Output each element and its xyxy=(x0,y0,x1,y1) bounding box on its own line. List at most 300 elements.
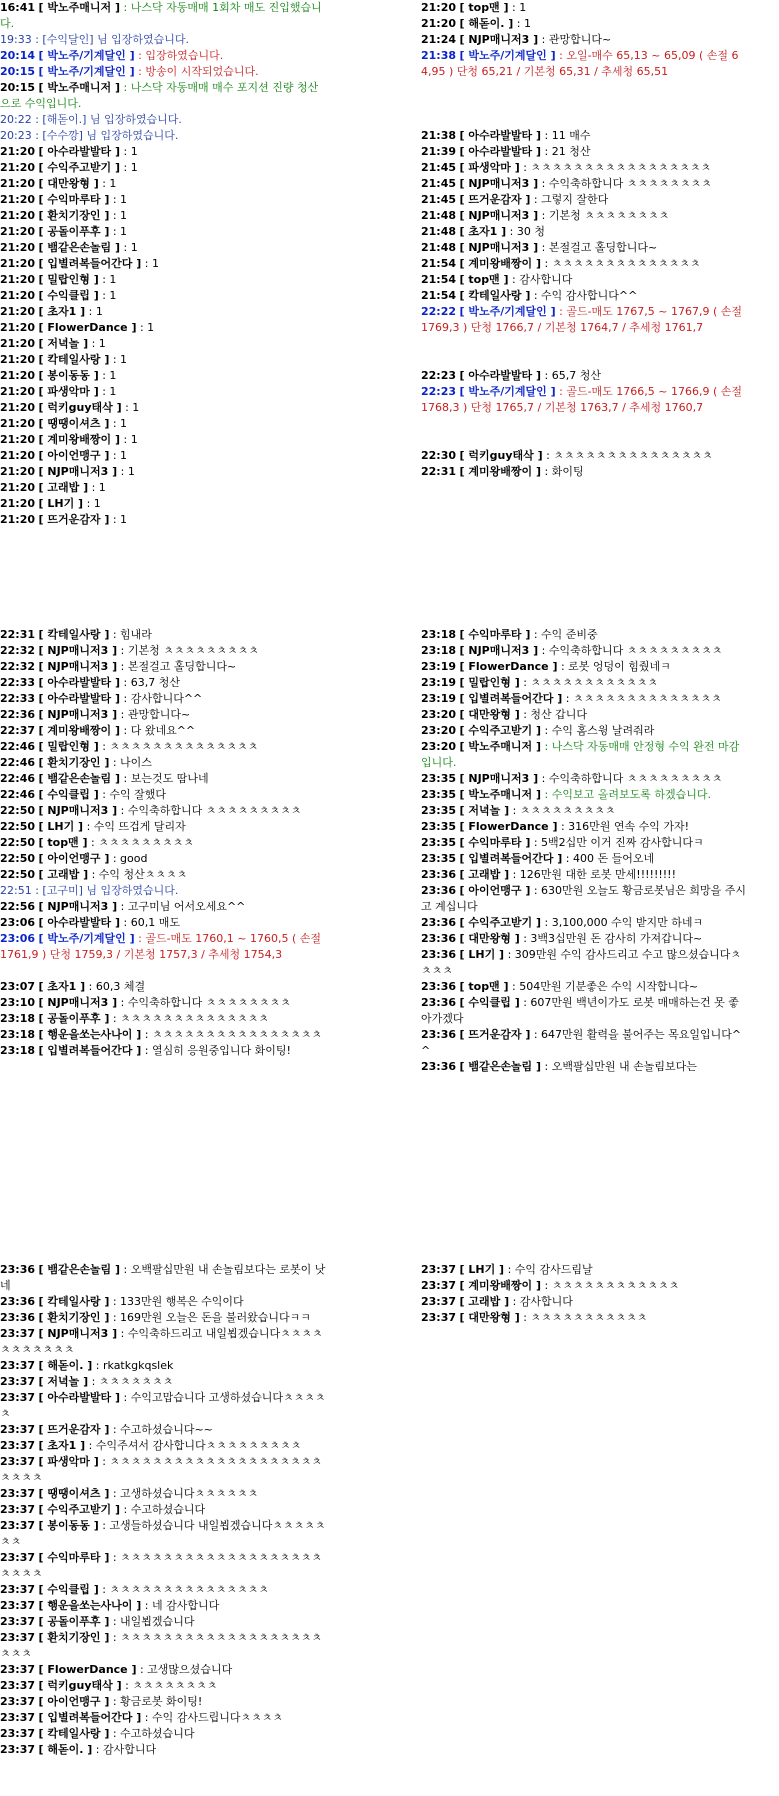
message-nickname[interactable]: [ 파생악마 ] xyxy=(38,385,99,398)
message-timestamp: 23:37 xyxy=(0,1391,36,1404)
message-nickname[interactable]: [ 입별려복들어간다 ] xyxy=(38,257,142,270)
message-nickname[interactable]: [ 박노주매니저 ] xyxy=(38,81,120,94)
message-timestamp: 23:06 xyxy=(0,916,36,929)
message-timestamp: 22:50 xyxy=(0,820,36,833)
message-nickname[interactable]: [ 공돌이푸후 ] xyxy=(38,225,110,238)
message-timestamp: 21:24 xyxy=(421,33,457,46)
message-nickname[interactable]: [ 뜨거운감자 ] xyxy=(459,193,531,206)
message-nickname[interactable]: [ 아수라발발타 ] xyxy=(459,369,541,382)
chat-message xyxy=(0,176,326,192)
chat-message xyxy=(421,192,747,208)
message-nickname[interactable]: [ FlowerDance ] xyxy=(38,1663,137,1676)
chat-message xyxy=(0,739,326,755)
chat-message xyxy=(421,1262,747,1278)
message-nickname[interactable]: [ 박노주/기계달인 ] xyxy=(38,932,135,945)
message-timestamp: 22:23 xyxy=(421,385,457,398)
message-timestamp: 23:36 xyxy=(0,1263,36,1276)
chat-message xyxy=(0,1582,326,1598)
chat-message xyxy=(421,691,747,707)
message-nickname[interactable]: [ 아수라발발타 ] xyxy=(38,916,120,929)
message-nickname[interactable]: [ 대만왕형 ] xyxy=(459,932,520,945)
message-text: : 1 xyxy=(109,193,128,206)
message-text: : 내일뵙겠습니다 xyxy=(109,1615,195,1628)
message-nickname[interactable]: [ 뱀같은손놀림 ] xyxy=(38,772,120,785)
message-nickname[interactable]: [ 초자1 ] xyxy=(38,305,86,318)
message-nickname[interactable]: [ 계미왕배짱이 ] xyxy=(38,724,120,737)
chat-message xyxy=(0,771,326,787)
chat-message xyxy=(421,1294,747,1310)
message-nickname[interactable]: [ 아수라발발타 ] xyxy=(38,1391,120,1404)
chat-message xyxy=(0,352,326,368)
message-nickname[interactable]: [ 해돋이. ] xyxy=(38,1359,93,1372)
message-nickname[interactable]: [ 아이언맹구 ] xyxy=(38,1695,110,1708)
message-nickname[interactable]: [ 수익마루타 ] xyxy=(459,628,531,641)
chat-message xyxy=(421,1278,747,1294)
message-text: : 관망합니다~ xyxy=(117,708,191,721)
message-timestamp: 21:20 xyxy=(0,321,36,334)
message-nickname[interactable]: [ 저녁놀 ] xyxy=(459,804,510,817)
message-timestamp: 22:46 xyxy=(0,788,36,801)
message-timestamp: 23:06 xyxy=(0,932,36,945)
message-nickname[interactable]: [ LH기 ] xyxy=(459,1263,505,1276)
chat-message xyxy=(0,256,326,272)
message-nickname[interactable]: [ 박노주/기계달인 ] xyxy=(38,65,135,78)
message-nickname[interactable]: [ 수익주고받기 ] xyxy=(459,916,541,929)
chat-message xyxy=(0,1310,326,1326)
message-timestamp: 21:54 xyxy=(421,257,457,270)
message-nickname[interactable]: [ 박노주매니저 ] xyxy=(459,740,541,753)
message-nickname[interactable]: [ 밀랍인형 ] xyxy=(38,740,99,753)
chat-message xyxy=(421,208,747,224)
message-text: : 나스닥 자동매매 안정형 수익 완전 마감입니다. xyxy=(421,740,740,769)
chat-message xyxy=(421,707,747,723)
chat-message xyxy=(421,851,747,867)
message-nickname[interactable]: [ 럭키guy태삭 ] xyxy=(459,449,543,462)
message-nickname[interactable]: [ 저녁놀 ] xyxy=(38,337,89,350)
chat-message xyxy=(0,128,326,144)
message-timestamp: 21:20 xyxy=(0,145,36,158)
spacer xyxy=(421,336,747,352)
message-timestamp: 21:20 xyxy=(0,369,36,382)
message-timestamp: 23:37 xyxy=(421,1311,457,1324)
chat-log-panel-1 xyxy=(0,0,326,528)
message-text: : 방송이 시작되었습니다. xyxy=(134,65,259,78)
message-timestamp: 22:37 xyxy=(0,724,36,737)
message-nickname[interactable]: [ 뜨거운감자 ] xyxy=(459,1028,531,1041)
message-text: : 1 xyxy=(141,257,159,270)
chat-message xyxy=(421,0,747,16)
message-text: : 그렇지 잘한다 xyxy=(530,193,609,206)
message-nickname[interactable]: [ 초자1 ] xyxy=(38,1439,86,1452)
message-timestamp: 23:36 xyxy=(421,868,457,881)
chat-message xyxy=(421,819,747,835)
message-timestamp: 23:37 xyxy=(421,1295,457,1308)
message-nickname[interactable]: [ 럭키guy태삭 ] xyxy=(38,1679,122,1692)
chat-message xyxy=(0,995,326,1011)
message-nickname[interactable]: [ 계미왕배짱이 ] xyxy=(459,1279,541,1292)
message-timestamp: 23:37 xyxy=(0,1631,36,1644)
message-nickname[interactable]: [ 수익주고받기 ] xyxy=(459,724,541,737)
chat-message xyxy=(0,208,326,224)
chat-message xyxy=(0,1630,326,1662)
chat-message xyxy=(0,320,326,336)
message-nickname[interactable]: [ 입별려복들어간다 ] xyxy=(38,1711,142,1724)
message-nickname[interactable]: [ 뱀같은손놀림 ] xyxy=(38,241,120,254)
message-nickname[interactable]: [ NJP매니저3 ] xyxy=(38,660,118,673)
message-text: : 1 xyxy=(98,177,117,190)
message-nickname[interactable]: [ 파생악마 ] xyxy=(459,161,520,174)
message-nickname[interactable]: [ 수익클립 ] xyxy=(38,289,99,302)
message-timestamp: 22:46 xyxy=(0,772,36,785)
message-timestamp: 21:20 xyxy=(0,225,36,238)
message-nickname[interactable]: [ 땡땡이셔츠 ] xyxy=(38,417,110,430)
message-text: : 수고하셨습니다 xyxy=(120,1503,206,1516)
message-timestamp: 22:22 xyxy=(421,305,457,318)
message-text: : 고생하셨습니다ㅊㅊㅊㅊㅊㅊ xyxy=(109,1487,259,1500)
message-timestamp: 21:20 xyxy=(0,209,36,222)
chat-message xyxy=(0,368,326,384)
message-nickname[interactable]: [ 럭키guy태삭 ] xyxy=(38,401,122,414)
message-text: : 60,3 체결 xyxy=(85,980,146,993)
message-nickname[interactable]: [ 수익클립 ] xyxy=(459,996,520,1009)
message-timestamp: 23:18 xyxy=(0,1028,36,1041)
message-timestamp: 21:20 xyxy=(0,241,36,254)
message-nickname[interactable]: [ 밀랍인형 ] xyxy=(38,273,99,286)
chat-message xyxy=(0,819,326,835)
message-nickname[interactable]: [ 고래밥 ] xyxy=(38,868,89,881)
message-nickname[interactable]: [ 초자1 ] xyxy=(459,225,507,238)
message-nickname[interactable]: [ top맨 ] xyxy=(459,1,509,14)
message-text: : 수익축하합니다 ㅊㅊㅊㅊㅊㅊㅊㅊㅊ xyxy=(538,644,723,657)
message-text: : 수익축하드리고 내일뵙겠습니다ㅊㅊㅊㅊㅊㅊㅊㅊㅊㅊㅊ xyxy=(0,1327,323,1356)
chat-message xyxy=(0,1358,326,1374)
message-text: : 1 xyxy=(120,161,138,174)
message-timestamp: 23:37 xyxy=(0,1583,36,1596)
message-nickname[interactable]: [ NJP매니저3 ] xyxy=(38,996,118,1009)
message-timestamp: 23:37 xyxy=(0,1615,36,1628)
message-timestamp: 23:37 xyxy=(0,1439,36,1452)
chat-message xyxy=(0,288,326,304)
message-nickname[interactable]: [ 초자1 ] xyxy=(38,980,86,993)
chat-log-panel-3 xyxy=(0,627,326,1059)
message-nickname[interactable]: [ NJP매니저3 ] xyxy=(459,33,539,46)
message-text: : 1 xyxy=(117,465,135,478)
message-nickname[interactable]: [ 수익클립 ] xyxy=(38,1583,99,1596)
message-nickname[interactable]: [ 밀랍인형 ] xyxy=(459,676,520,689)
message-text: : 1 xyxy=(109,225,128,238)
message-text: : 수익 뜨겁게 달리자 xyxy=(83,820,186,833)
message-nickname[interactable]: [ 아이언맹구 ] xyxy=(38,449,110,462)
message-nickname[interactable]: [ 파생악마 ] xyxy=(38,1455,99,1468)
message-timestamp: 21:20 xyxy=(0,385,36,398)
message-nickname[interactable]: [ 입별려복들어간다 ] xyxy=(38,1044,142,1057)
message-nickname[interactable]: [ NJP매니저3 ] xyxy=(459,209,539,222)
message-timestamp: 23:37 xyxy=(0,1727,36,1740)
message-timestamp: 20:15 xyxy=(0,65,36,78)
message-timestamp: 23:35 xyxy=(421,788,457,801)
chat-message xyxy=(421,883,747,915)
message-nickname[interactable]: [ 아수라발발타 ] xyxy=(459,145,541,158)
message-nickname[interactable]: [ 봉이동동 ] xyxy=(38,369,99,382)
message-timestamp: 23:37 xyxy=(0,1743,36,1756)
chat-message xyxy=(0,1518,326,1550)
message-nickname[interactable]: [ 해돋이. ] xyxy=(38,1743,93,1756)
chat-message xyxy=(421,723,747,739)
message-nickname[interactable]: [ 박노주매니저 ] xyxy=(38,1,120,14)
message-timestamp: 23:37 xyxy=(0,1423,36,1436)
message-nickname[interactable]: [ NJP매니저3 ] xyxy=(459,177,539,190)
message-text: : 로봇 엉덩이 힘줬네ㅋ xyxy=(557,660,671,673)
message-nickname[interactable]: [ NJP매니저3 ] xyxy=(38,804,118,817)
message-nickname[interactable]: [ 박노주/기계달인 ] xyxy=(38,49,135,62)
message-timestamp: 23:18 xyxy=(421,628,457,641)
chat-message xyxy=(421,931,747,947)
message-nickname[interactable]: [ NJP매니저3 ] xyxy=(38,708,118,721)
message-nickname[interactable]: [ 뱀같은손놀림 ] xyxy=(459,1060,541,1073)
chat-message xyxy=(421,384,747,416)
message-nickname[interactable]: [ 칵테일사랑 ] xyxy=(38,628,110,641)
message-text: : [해돋이.] 님 입장하였습니다. xyxy=(31,113,182,126)
message-nickname[interactable]: [ NJP매니저3 ] xyxy=(38,644,118,657)
chat-message xyxy=(0,336,326,352)
message-nickname[interactable]: [ 공돌이푸후 ] xyxy=(38,1012,110,1025)
message-nickname[interactable]: [ 수익주고받기 ] xyxy=(38,161,120,174)
chat-message xyxy=(0,272,326,288)
message-nickname[interactable]: [ NJP매니저3 ] xyxy=(38,1327,118,1340)
message-nickname[interactable]: [ 아수라발발타 ] xyxy=(38,692,120,705)
message-text: : 수익 홈스윙 날려줘라 xyxy=(541,724,655,737)
chat-message xyxy=(0,835,326,851)
chat-message xyxy=(0,1374,326,1390)
message-timestamp: 21:20 xyxy=(0,497,36,510)
message-nickname[interactable]: [ 입별려복들어간다 ] xyxy=(459,692,563,705)
message-timestamp: 16:41 xyxy=(0,1,36,14)
message-nickname[interactable]: [ 행운을쏘는사나이 ] xyxy=(38,1599,142,1612)
chat-message xyxy=(0,304,326,320)
message-timestamp: 22:31 xyxy=(421,465,457,478)
message-timestamp: 21:20 xyxy=(0,481,36,494)
message-nickname[interactable]: [ 고래밥 ] xyxy=(459,1295,510,1308)
message-nickname[interactable]: [ 대만왕형 ] xyxy=(38,177,99,190)
message-timestamp: 23:37 xyxy=(0,1519,36,1532)
message-nickname[interactable]: [ 수익마루타 ] xyxy=(38,1551,110,1564)
message-timestamp: 21:20 xyxy=(421,1,457,14)
message-text: : 오백팔십만원 내 손놀림보다는 로봇이 낫네 xyxy=(0,1263,326,1292)
message-nickname[interactable]: [ 아수라발발타 ] xyxy=(38,676,120,689)
message-text: : 1 xyxy=(513,17,531,30)
message-text: : ㅊㅊㅊㅊㅊㅊㅊㅊㅊㅊㅊㅊㅊㅊㅊㅊㅊ xyxy=(519,161,712,174)
message-timestamp: 22:31 xyxy=(0,628,36,641)
message-nickname[interactable]: [ 박노주/기계달인 ] xyxy=(459,49,556,62)
message-nickname[interactable]: [ 환치기장인 ] xyxy=(38,756,110,769)
message-nickname[interactable]: [ 칵테일사랑 ] xyxy=(38,1295,110,1308)
message-nickname[interactable]: [ 대만왕형 ] xyxy=(459,708,520,721)
message-nickname[interactable]: [ 땡땡이셔츠 ] xyxy=(38,1487,110,1500)
chat-message xyxy=(0,432,326,448)
message-nickname[interactable]: [ 환치기장인 ] xyxy=(38,1311,110,1324)
message-text: : 1 xyxy=(136,321,155,334)
chat-message xyxy=(421,304,747,336)
spacer xyxy=(421,80,747,96)
message-timestamp: 23:36 xyxy=(421,884,457,897)
message-text: : ㅊㅊㅊㅊㅊㅊㅊㅊㅊㅊㅊ xyxy=(519,1311,648,1324)
message-nickname[interactable]: [ 뱀같은손놀림 ] xyxy=(38,1263,120,1276)
message-nickname[interactable]: [ 아이언맹구 ] xyxy=(38,852,110,865)
chat-message xyxy=(421,176,747,192)
chat-message xyxy=(0,496,326,512)
chat-message xyxy=(0,416,326,432)
chat-message xyxy=(0,915,326,931)
message-text: : ㅊㅊㅊㅊㅊㅊㅊㅊㅊㅊㅊㅊㅊㅊ xyxy=(109,1012,269,1025)
chat-message xyxy=(421,947,747,979)
message-nickname[interactable]: [ FlowerDance ] xyxy=(459,660,558,673)
message-nickname[interactable]: [ 박노주매니저 ] xyxy=(459,788,541,801)
chat-message xyxy=(0,144,326,160)
message-nickname[interactable]: [ 봉이동동 ] xyxy=(38,1519,99,1532)
chat-message xyxy=(421,627,747,643)
message-text: : 126만원 대한 로봇 만세!!!!!!!!! xyxy=(509,868,676,881)
chat-message xyxy=(0,112,326,128)
message-nickname[interactable]: [ 계미왕배짱이 ] xyxy=(38,433,120,446)
spacer xyxy=(421,432,747,448)
message-timestamp: 23:18 xyxy=(0,1012,36,1025)
message-text: : ㅊㅊㅊㅊㅊㅊㅊㅊㅊㅊㅊㅊㅊㅊ xyxy=(98,740,259,753)
message-nickname[interactable]: [ 계미왕배짱이 ] xyxy=(459,465,541,478)
message-timestamp: 23:36 xyxy=(421,980,457,993)
message-nickname[interactable]: [ 고래밥 ] xyxy=(459,868,510,881)
chat-message xyxy=(421,368,747,384)
chat-message xyxy=(0,851,326,867)
message-nickname[interactable]: [ 뜨거운감자 ] xyxy=(38,1423,110,1436)
message-nickname[interactable]: [ 아이언맹구 ] xyxy=(459,884,531,897)
message-nickname[interactable]: [ 수익마루타 ] xyxy=(459,836,531,849)
message-text: : 수고하셨습니다 xyxy=(109,1727,195,1740)
message-text: : 고생많으셨습니다 xyxy=(136,1663,233,1676)
chat-message xyxy=(0,1486,326,1502)
message-nickname[interactable]: [ 수익마루타 ] xyxy=(38,193,110,206)
message-nickname[interactable]: [ 고래밥 ] xyxy=(38,481,89,494)
chat-message xyxy=(0,1742,326,1758)
message-nickname[interactable]: [ 수익주고받기 ] xyxy=(38,1503,120,1516)
message-timestamp: 22:23 xyxy=(421,369,457,382)
message-nickname[interactable]: [ 해돋이. ] xyxy=(459,17,514,30)
message-nickname[interactable]: [ 환치기장인 ] xyxy=(38,209,110,222)
message-timestamp: 21:39 xyxy=(421,145,457,158)
message-nickname[interactable]: [ top맨 ] xyxy=(459,980,509,993)
chat-message xyxy=(0,1726,326,1742)
message-timestamp: 21:38 xyxy=(421,49,457,62)
message-text: : 고생들하셨습니다 내일뵙겠습니다ㅊㅊㅊㅊㅊㅊㅊ xyxy=(0,1519,326,1548)
message-text: : 힘내라 xyxy=(109,628,152,641)
chat-message xyxy=(0,1598,326,1614)
message-nickname[interactable]: [ 수익클립 ] xyxy=(38,788,99,801)
message-nickname[interactable]: [ 칵테일사랑 ] xyxy=(38,1727,110,1740)
message-nickname[interactable]: [ 환치기장인 ] xyxy=(38,1631,110,1644)
chat-message xyxy=(0,1027,326,1043)
chat-message xyxy=(0,1678,326,1694)
message-timestamp: 21:45 xyxy=(421,177,457,190)
message-timestamp: 21:20 xyxy=(0,401,36,414)
chat-message xyxy=(0,160,326,176)
message-nickname[interactable]: [ 뜨거운감자 ] xyxy=(38,513,110,526)
message-nickname[interactable]: [ NJP매니저3 ] xyxy=(459,241,539,254)
message-nickname[interactable]: [ NJP매니저3 ] xyxy=(38,900,118,913)
message-timestamp: 23:37 xyxy=(0,1455,36,1468)
message-nickname[interactable]: [ FlowerDance ] xyxy=(459,820,558,833)
message-timestamp: 22:30 xyxy=(421,449,457,462)
message-nickname[interactable]: [ LH기 ] xyxy=(38,820,84,833)
message-text: : 골드-매도 1760,1 ~ 1760,5 ( 손절 1761,9 ) 단청 1759,3 / 기본청 1757,3 / 추세청 1754,3 xyxy=(0,932,322,961)
chat-message xyxy=(421,675,747,691)
message-text: : 607만원 백년이가도 로봇 매매하는건 못 좋아가겠다 xyxy=(421,996,739,1025)
message-nickname[interactable]: [ 행운을쏘는사나이 ] xyxy=(38,1028,142,1041)
message-text: : ㅊㅊㅊㅊㅊㅊㅊㅊㅊㅊㅊㅊㅊㅊㅊㅊㅊㅊㅊㅊㅊㅊㅊㅊ xyxy=(0,1455,322,1484)
message-nickname[interactable]: [ LH기 ] xyxy=(459,948,505,961)
message-nickname[interactable]: [ top맨 ] xyxy=(459,273,509,286)
message-nickname[interactable]: [ NJP매니저3 ] xyxy=(38,465,118,478)
chat-message xyxy=(421,787,747,803)
message-nickname[interactable]: [ 박노주/기계달인 ] xyxy=(459,385,556,398)
chat-message xyxy=(0,1614,326,1630)
chat-message xyxy=(0,512,326,528)
chat-message xyxy=(421,272,747,288)
message-nickname[interactable]: [ 아수라발발타 ] xyxy=(459,129,541,142)
message-nickname[interactable]: [ 공돌이푸후 ] xyxy=(38,1615,110,1628)
message-timestamp: 23:37 xyxy=(421,1263,457,1276)
message-nickname[interactable]: [ FlowerDance ] xyxy=(38,321,137,334)
message-text: : 수익축하합니다 ㅊㅊㅊㅊㅊㅊㅊㅊㅊ xyxy=(538,772,723,785)
message-text: : 30 청 xyxy=(506,225,545,238)
message-text: : 1 xyxy=(109,449,128,462)
message-timestamp: 21:20 xyxy=(0,177,36,190)
message-timestamp: 23:19 xyxy=(421,660,457,673)
message-nickname[interactable]: [ NJP매니저3 ] xyxy=(459,644,539,657)
message-nickname[interactable]: [ 아수라발발타 ] xyxy=(38,145,120,158)
message-nickname[interactable]: [ 칵테일사랑 ] xyxy=(38,353,110,366)
message-text: : 네 감사합니다 xyxy=(141,1599,220,1612)
message-nickname[interactable]: [ 계미왕배짱이 ] xyxy=(459,257,541,270)
message-timestamp: 23:37 xyxy=(0,1359,36,1372)
chat-message xyxy=(421,1059,747,1075)
message-text: : 감사합니다 xyxy=(92,1743,157,1756)
message-timestamp: 21:48 xyxy=(421,209,457,222)
message-nickname[interactable]: [ NJP매니저3 ] xyxy=(459,772,539,785)
message-nickname[interactable]: [ 입별려복들어간다 ] xyxy=(459,852,563,865)
chat-message xyxy=(0,464,326,480)
message-timestamp: 23:37 xyxy=(0,1663,36,1676)
message-nickname[interactable]: [ 칵테일사랑 ] xyxy=(459,289,531,302)
message-nickname[interactable]: [ 저녁놀 ] xyxy=(38,1375,89,1388)
message-text: : 수익 감사드림날 xyxy=(504,1263,593,1276)
message-nickname[interactable]: [ 대만왕형 ] xyxy=(459,1311,520,1324)
chat-message xyxy=(421,224,747,240)
message-text: : 169만원 오늘은 돈을 불러왔습니다ㅋㅋ xyxy=(109,1311,311,1324)
chat-message xyxy=(421,16,747,32)
chat-message xyxy=(0,787,326,803)
message-timestamp: 22:36 xyxy=(0,708,36,721)
message-nickname[interactable]: [ top맨 ] xyxy=(38,836,88,849)
message-nickname[interactable]: [ LH기 ] xyxy=(38,497,84,510)
message-timestamp: 23:37 xyxy=(421,1279,457,1292)
message-text: : 1 xyxy=(120,145,138,158)
message-text: : 647만원 활력을 불어주는 목요일입니다^^ xyxy=(421,1028,742,1057)
message-timestamp: 20:15 xyxy=(0,81,36,94)
message-timestamp: 22:33 xyxy=(0,692,36,705)
message-nickname[interactable]: [ 박노주/기계달인 ] xyxy=(459,305,556,318)
message-text: : good xyxy=(109,852,148,865)
spacer xyxy=(0,963,326,979)
chat-message xyxy=(0,448,326,464)
